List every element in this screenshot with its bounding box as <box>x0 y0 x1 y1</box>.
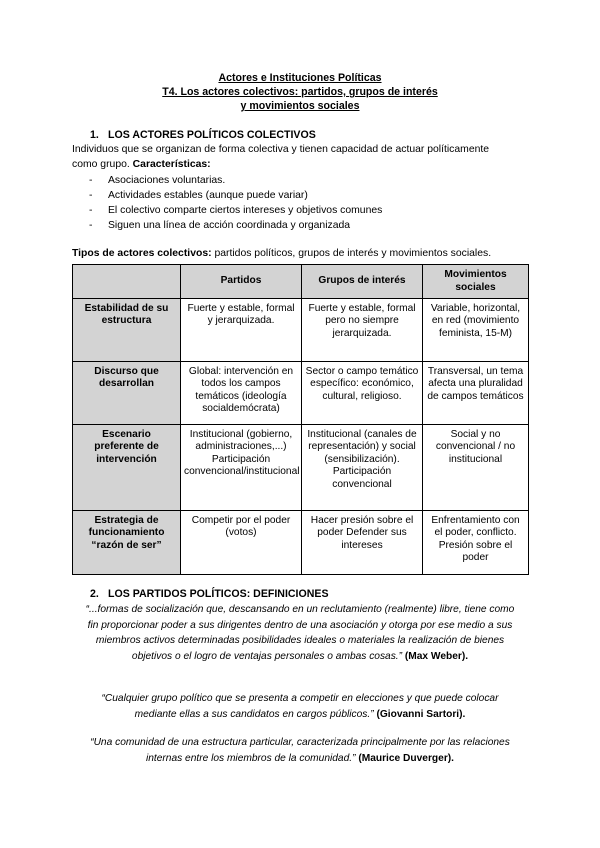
table-corner-cell <box>73 265 181 299</box>
row-header: Discurso que desarrollan <box>73 362 181 425</box>
table-cell: Institucional (gobierno, administraciones,...) Participación convencional/institucional <box>181 425 302 511</box>
features-label: Características: <box>132 158 211 170</box>
course-title: Actores e Instituciones Políticas <box>218 72 382 84</box>
quote-author: (Max Weber). <box>404 650 469 662</box>
quote-author: (Giovanni Sartori). <box>376 708 466 720</box>
topic-title-continued: y movimientos sociales <box>240 100 360 112</box>
row-header: Estrategia de funcionamiento “razón de ser” <box>73 511 181 575</box>
topic-title: T4. Los actores colectivos: partidos, grupos de interés <box>162 86 438 98</box>
types-text: partidos políticos, grupos de interés y movimientos sociales. <box>211 248 492 259</box>
column-header: Grupos de interés <box>302 265 423 299</box>
quote-text: “Cualquier grupo político que se presenta a competir en elecciones y que puede colocar mediante ellas a sus candidatos en cargos públicos.” <box>101 693 499 720</box>
quote-duverger <box>80 735 520 766</box>
section-1-number: 1. <box>90 129 99 141</box>
table-cell: Hacer presión sobre el poder Defender sus intereses <box>302 511 423 575</box>
quote-text: “...formas de socialización que, descansando en un reclutamiento (realmente) libre, tiene como fin proporcionar poder a sus dirigentes dentro de una asociación y otorga por ese medio a sus miembros activos determinadas posibilidades ideales o materiales la realización de bienes objetivos o el logro de ventajas personales o ambas cosas.” <box>85 604 515 662</box>
types-line <box>72 247 552 262</box>
bullet-dash: - <box>89 175 93 186</box>
quote-text: “Una comunidad de una estructura particular, caracterizada principalmente por las relaciones internas entre los miembros de la comunidad.” <box>90 737 510 764</box>
table-header-row <box>73 265 529 299</box>
column-header: Movimientos sociales <box>423 265 529 299</box>
row-header: Estabilidad de su estructura <box>73 299 181 362</box>
table-cell: Fuerte y estable, formal pero no siempre jerarquizada. <box>302 299 423 362</box>
table-cell: Social y no convencional / no institucional <box>423 425 529 511</box>
row-header: Escenario preferente de intervención <box>73 425 181 511</box>
table-cell: Competir por el poder (votos) <box>181 511 302 575</box>
bullet-dash: - <box>89 205 93 216</box>
bullet-text: Actividades estables (aunque puede variar) <box>108 190 308 201</box>
table-cell: Enfrentamiento con el poder, conflicto. Presión sobre el poder <box>423 511 529 575</box>
quote-author: (Maurice Duverger). <box>358 752 455 764</box>
bullet-text: Siguen una línea de acción coordinada y organizada <box>108 220 351 231</box>
table-cell: Institucional (canales de representación) y social (sensibilización). Participación convencional <box>302 425 423 511</box>
table-cell: Sector o campo temático específico: económico, cultural, religioso. <box>302 362 423 425</box>
bullet-dash: - <box>89 220 93 231</box>
bullet-text: El colectivo comparte ciertos intereses y objetivos comunes <box>108 205 383 216</box>
table-cell: Global: intervención en todos los campos temáticos (ideología socialdemócrata) <box>181 362 302 425</box>
comparison-table <box>72 264 529 575</box>
table-cell: Fuerte y estable, formal y jerarquizada. <box>181 299 302 362</box>
section-1-title: LOS ACTORES POLÍTICOS COLECTIVOS <box>108 129 316 141</box>
table-cell: Variable, horizontal, en red (movimiento feminista, 15-M) <box>423 299 529 362</box>
table-row <box>73 299 529 362</box>
section-1-intro <box>72 143 532 172</box>
column-header: Partidos <box>181 265 302 299</box>
types-label: Tipos de actores colectivos: <box>72 248 212 259</box>
quote-weber <box>80 602 520 664</box>
section-2-heading <box>90 588 329 600</box>
intro-line-1: Individuos que se organizan de forma colectiva y tienen capacidad de actuar políticamente <box>72 144 490 155</box>
table-row <box>73 425 529 511</box>
section-1-heading <box>90 129 316 141</box>
section-2-title: LOS PARTIDOS POLÍTICOS: DEFINICIONES <box>108 588 329 600</box>
table-row <box>73 511 529 575</box>
bullet-text: Asociaciones voluntarias. <box>108 175 226 186</box>
quote-sartori <box>80 691 520 722</box>
bullet-dash: - <box>89 190 93 201</box>
section-2-number: 2. <box>90 588 99 600</box>
table-row <box>73 362 529 425</box>
table-cell: Transversal, un tema afecta una pluralidad de campos temáticos <box>423 362 529 425</box>
intro-line-2: como grupo. <box>72 158 130 170</box>
